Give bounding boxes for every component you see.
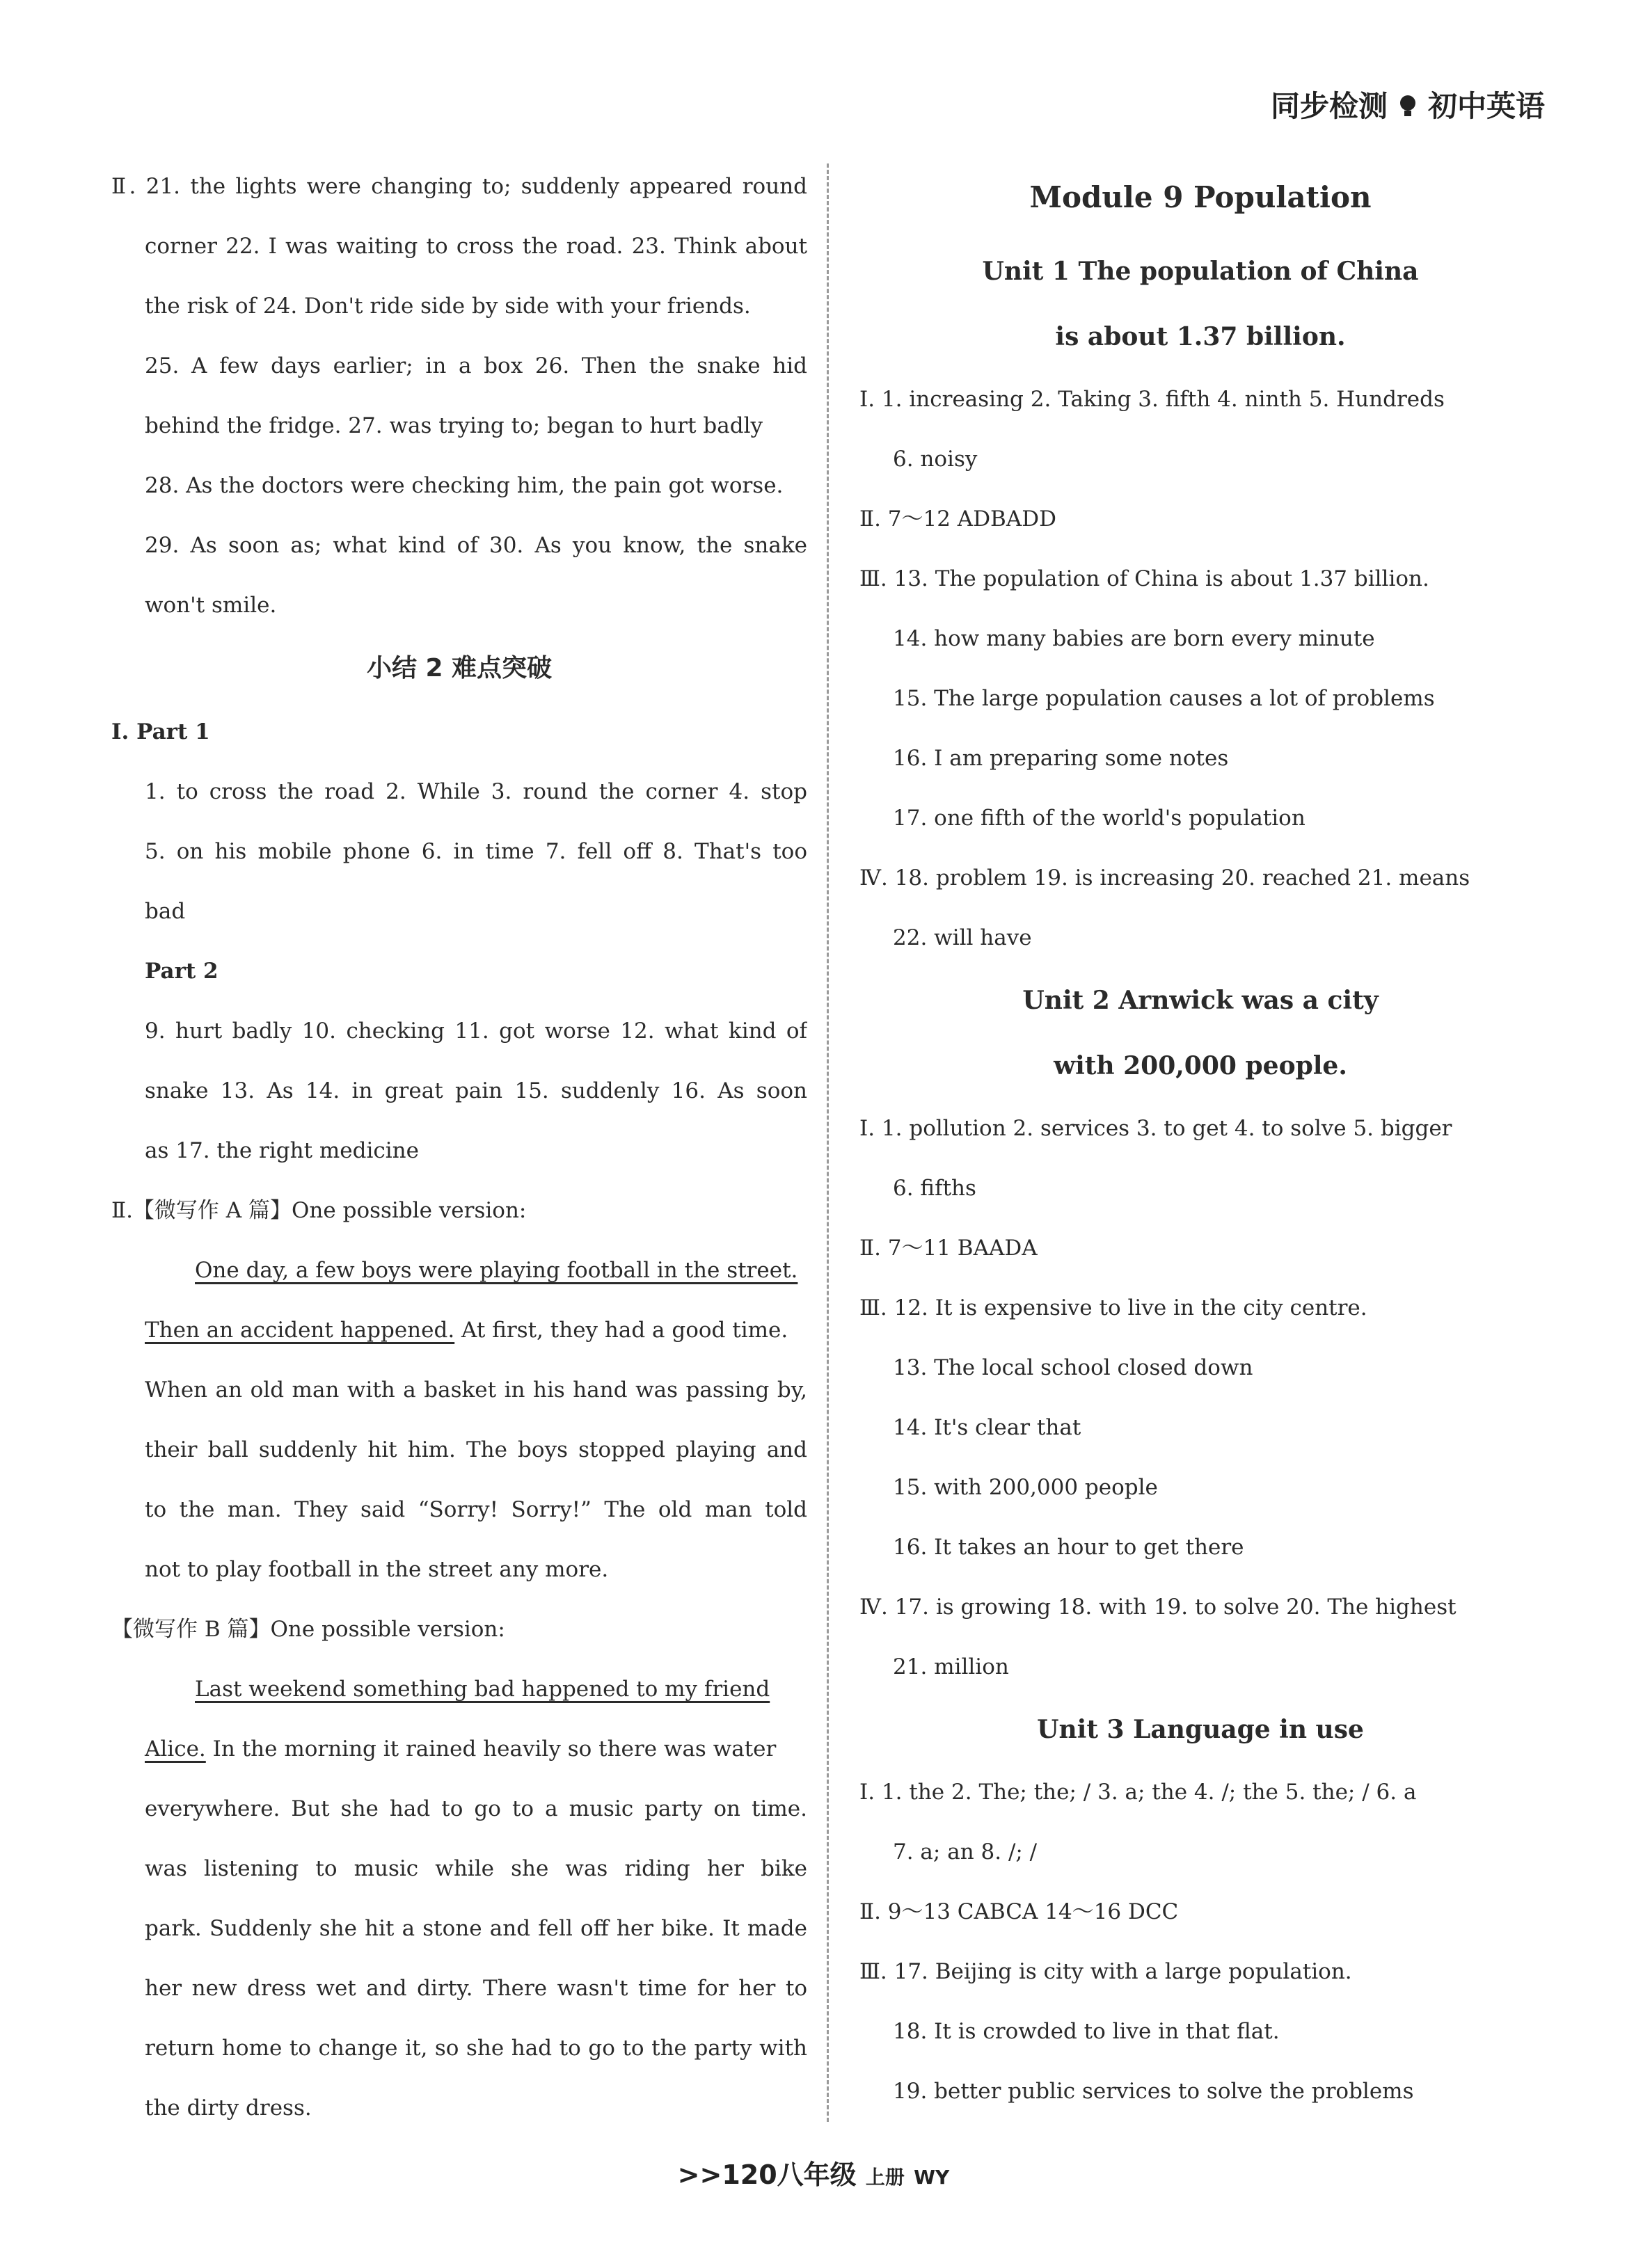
answer-line: 16. It takes an hour to get there — [893, 1535, 1244, 1560]
answer-line: 19. better public services to solve the problems — [893, 2079, 1414, 2104]
answer-line: 21. million — [893, 1654, 1009, 1679]
underlined-sentence: Last weekend something bad happened to my friend — [195, 1677, 770, 1702]
writing-text: In the morning it rained heavily so there was water — [205, 1736, 777, 1762]
part-label: Part 2 — [145, 959, 219, 984]
writing-b-line: return home to change it, so she had to go to the party with — [145, 2036, 807, 2061]
page-number: 120 — [722, 2159, 777, 2190]
arrows-icon: >> — [677, 2159, 722, 2190]
writing-b-line: the dirty dress. — [145, 2095, 312, 2121]
series-title: 同步检测 — [1270, 89, 1388, 123]
unit-title: Unit 1 The population of China — [982, 257, 1419, 286]
answer-line: 6. noisy — [893, 447, 978, 472]
writing-b-label: 【微写作 B 篇】One possible version: — [111, 1617, 505, 1642]
writing-a-line: not to play football in the street any more. — [145, 1557, 609, 1582]
underlined-sentence: Alice. — [145, 1736, 206, 1762]
left-column — [111, 157, 807, 2138]
page-footer — [0, 2153, 1627, 2191]
lightbulb-icon — [1396, 91, 1420, 118]
answer-line: 7. a; an 8. /; / — [893, 1839, 1038, 1864]
volume-label: 上册 — [865, 2166, 905, 2189]
writing-a-label: Ⅱ.【微写作 A 篇】One possible version: — [111, 1198, 527, 1223]
writing-a-line: to the man. They said “Sorry! Sorry!” The old man told — [145, 1497, 807, 1522]
answer-line: Ⅱ. 9～13 CABCA 14～16 DCC — [859, 1899, 1179, 1924]
answer-line: 16. I am preparing some notes — [893, 746, 1229, 771]
module-title: Module 9 Population — [1029, 180, 1372, 214]
underlined-sentence: Then an accident happened. — [145, 1318, 455, 1343]
answer-line: snake 13. As 14. in great pain 15. suddenly 16. As soon — [145, 1078, 807, 1103]
grade-label: 八年级 — [777, 2159, 857, 2190]
underlined-sentence: One day, a few boys were playing football in the street. — [195, 1258, 798, 1283]
answer-line: 22. will have — [893, 925, 1032, 950]
edition-label: WY — [914, 2166, 950, 2189]
section-heading: 小结 2 难点突破 — [366, 654, 553, 682]
answer-line: Ⅲ. 17. Beijing is city with a large population. — [859, 1959, 1352, 1984]
answer-line: Ⅱ. 21. the lights were changing to; suddenly appeared round — [111, 174, 807, 199]
answer-line: 17. one fifth of the world's population — [893, 806, 1305, 831]
answer-line: 14. It's clear that — [893, 1415, 1081, 1440]
answer-line: 5. on his mobile phone 6. in time 7. fell off 8. That's too — [145, 839, 807, 864]
right-column — [859, 157, 1541, 2121]
unit-title: Unit 2 Arnwick was a city — [1022, 986, 1379, 1015]
writing-b-line — [111, 1659, 807, 1719]
writing-a-line: their ball suddenly hit him. The boys stopped playing and — [145, 1437, 807, 1462]
answer-line: 25. A few days earlier; in a box 26. Then the snake hid — [145, 353, 807, 378]
answer-line: Ⅲ. 12. It is expensive to live in the city centre. — [859, 1295, 1367, 1320]
page-header — [1271, 83, 1545, 125]
writing-a-line: When an old man with a basket in his hand was passing by, — [145, 1377, 807, 1403]
writing-a-line — [111, 1240, 807, 1300]
answer-line: 29. As soon as; what kind of 30. As you know, the snake — [145, 533, 807, 558]
answer-line: bad — [145, 899, 186, 924]
subject-title: 初中英语 — [1427, 89, 1545, 123]
writing-b-line — [111, 1719, 807, 1779]
answer-line: Ⅱ. 7～12 ADBADD — [859, 506, 1056, 532]
writing-text: At first, they had a good time. — [454, 1318, 788, 1343]
answer-line: Ⅳ. 18. problem 19. is increasing 20. reached 21. means — [859, 865, 1470, 891]
answer-line: 15. The large population causes a lot of problems — [893, 686, 1435, 711]
answer-line: Ⅲ. 13. The population of China is about 1.37 billion. — [859, 566, 1429, 591]
writing-b-line: was listening to music while she was riding her bike — [145, 1856, 807, 1881]
unit-title: is about 1.37 billion. — [1055, 322, 1346, 351]
answer-line: Ⅰ. 1. pollution 2. services 3. to get 4. to solve 5. bigger — [859, 1116, 1452, 1141]
answer-line: 6. fifths — [893, 1176, 976, 1201]
answer-line: 13. The local school closed down — [893, 1355, 1253, 1380]
answer-line: as 17. the right medicine — [145, 1138, 419, 1163]
writing-b-line: everywhere. But she had to go to a music party on time. — [145, 1796, 807, 1821]
answer-line: corner 22. I was waiting to cross the road. 23. Think about — [145, 234, 807, 259]
unit-title: with 200,000 people. — [1054, 1051, 1347, 1080]
column-divider — [827, 163, 829, 2122]
answer-line: Ⅱ. 7～11 BAADA — [859, 1236, 1038, 1261]
answer-line: 15. with 200,000 people — [893, 1475, 1158, 1500]
answer-line: behind the fridge. 27. was trying to; began to hurt badly — [145, 413, 763, 438]
writing-b-line: park. Suddenly she hit a stone and fell off her bike. It made — [145, 1916, 807, 1941]
answer-line: 1. to cross the road 2. While 3. round the corner 4. stop — [145, 779, 807, 804]
writing-a-line — [111, 1300, 807, 1360]
answer-line: Ⅰ. 1. increasing 2. Taking 3. fifth 4. ninth 5. Hundreds — [859, 387, 1445, 412]
answer-line: the risk of 24. Don't ride side by side with your friends. — [145, 294, 751, 319]
unit-title: Unit 3 Language in use — [1037, 1715, 1364, 1744]
answer-line: 9. hurt badly 10. checking 11. got worse 12. what kind of — [145, 1019, 807, 1044]
answer-line: 18. It is crowded to live in that flat. — [893, 2019, 1280, 2044]
answer-line: 28. As the doctors were checking him, the pain got worse. — [145, 473, 784, 498]
answer-line: Ⅳ. 17. is growing 18. with 19. to solve 20. The highest — [859, 1595, 1457, 1620]
answer-line: 14. how many babies are born every minute — [893, 626, 1375, 651]
answer-line: won't smile. — [145, 593, 277, 618]
part-label: Ⅰ. Part 1 — [111, 719, 210, 744]
answer-line: Ⅰ. 1. the 2. The; the; / 3. a; the 4. /; the 5. the; / 6. a — [859, 1780, 1417, 1805]
writing-b-line: her new dress wet and dirty. There wasn't time for her to — [145, 1976, 807, 2001]
